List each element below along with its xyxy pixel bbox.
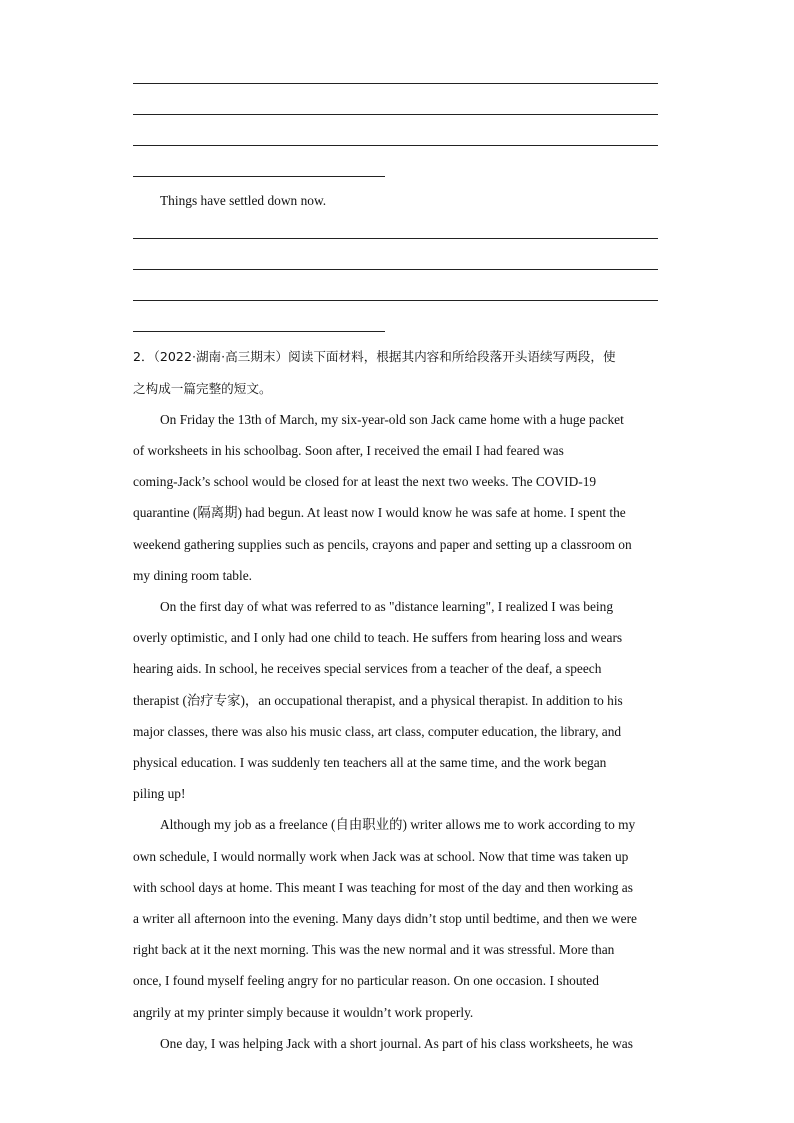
passage-line: once, I found myself feeling angry for no particular reason. On one occasion. I shouted — [133, 973, 599, 988]
answer-line-short — [133, 176, 385, 177]
question-instruction: 阅读下面材料，根据其内容和所给段落开头语续写两段，使 — [288, 349, 616, 364]
passage-line: piling up! — [133, 786, 186, 801]
answer-line — [133, 238, 658, 239]
passage-line: major classes, there was also his music class, art class, computer education, the library, and — [133, 724, 622, 739]
passage-line: therapist (治疗专家)，an occupational therapist, and a physical therapist. In addition to his — [133, 693, 623, 708]
answer-line — [133, 83, 658, 84]
answer-line — [133, 145, 658, 146]
question-heading — [133, 349, 616, 365]
passage-line: angrily at my printer simply because it wouldn’t work properly. — [133, 1005, 474, 1020]
passage-line: hearing aids. In school, he receives special services from a teacher of the deaf, a speech — [133, 661, 602, 676]
question-instruction-cont: 之构成一篇完整的短文。 — [133, 381, 272, 396]
passage-line: right back at it the next morning. This was the new normal and it was stressful. More than — [133, 942, 615, 957]
question-number: 2． — [133, 349, 154, 364]
passage-line: physical education. I was suddenly ten teachers all at the same time, and the work began — [133, 755, 607, 770]
answer-line-short — [133, 331, 385, 332]
passage-line: coming-Jack’s school would be closed for at least the next two weeks. The COVID-19 — [133, 474, 597, 489]
passage-line: On the first day of what was referred to as "distance learning", I realized I was being — [160, 599, 614, 614]
answer-line — [133, 114, 658, 115]
passage-line: quarantine (隔离期) had begun. At least now I would know he was safe at home. I spent the — [133, 505, 626, 520]
passage-line: weekend gathering supplies such as pencils, crayons and paper and setting up a classroom on — [133, 537, 632, 552]
question-source: （2022·湖南·高三期末） — [153, 349, 289, 364]
passage-line: overly optimistic, and I only had one child to teach. He suffers from hearing loss and wears — [133, 630, 623, 645]
passage-line: of worksheets in his schoolbag. Soon after, I received the email I had feared was — [133, 443, 564, 458]
passage-line: with school days at home. This meant I was teaching for most of the day and then working as — [133, 880, 633, 895]
passage-line: a writer all afternoon into the evening. Many days didn’t stop until bedtime, and then we were — [133, 911, 637, 926]
passage-line: One day, I was helping Jack with a short journal. As part of his class worksheets, he was — [160, 1036, 633, 1051]
passage-line: own schedule, I would normally work when Jack was at school. Now that time was taken up — [133, 849, 629, 864]
paragraph-lead-line: Things have settled down now. — [160, 193, 327, 208]
answer-line — [133, 300, 658, 301]
passage-line: Although my job as a freelance (自由职业的) writer allows me to work according to my — [160, 817, 636, 832]
passage-line: my dining room table. — [133, 568, 253, 583]
passage-line: On Friday the 13th of March, my six-year-old son Jack came home with a huge packet — [160, 412, 624, 427]
answer-line — [133, 269, 658, 270]
